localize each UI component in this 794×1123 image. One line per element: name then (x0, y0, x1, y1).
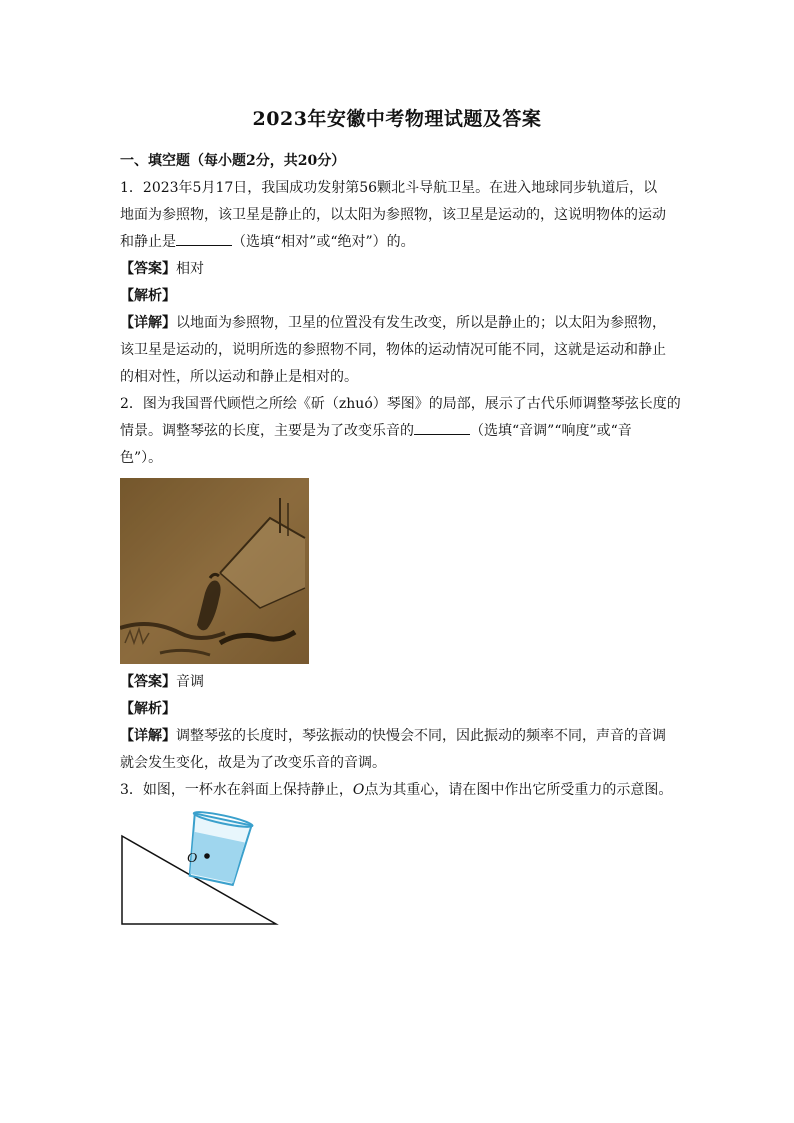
q1-line: 1．2023年5月17日，我国成功发射第56颗北斗导航卫星。在进入地球同步轨道后，以 (120, 180, 658, 196)
q1-line-text: 和静止是 (120, 234, 176, 250)
point-o-label: O (352, 782, 365, 798)
diagram-o-label: O (187, 851, 198, 866)
guqin-painting-image (120, 478, 309, 664)
answer-text: 相对 (176, 261, 204, 277)
answer-tag: 【答案】 (120, 261, 176, 277)
q2-detail (120, 726, 666, 746)
q1-line-text: （选填“相对”或“绝对”）的。 (232, 234, 415, 250)
water-cup-icon (181, 809, 253, 886)
detail-tag: 【详解】 (120, 315, 176, 331)
q3-line-text: 3．如图，一杯水在斜面上保持静止， (120, 782, 353, 798)
q2-line: 2．图为我国晋代顾恺之所绘《斫（zhuó）琴图》的局部，展示了古代乐师调整琴弦长度的 (120, 396, 681, 412)
center-of-gravity-dot (204, 853, 210, 859)
q3-line-text: 点为其重心，请在图中作出它所受重力的示意图。 (364, 782, 673, 798)
q2-detail: 就会发生变化，故是为了改变乐音的音调。 (120, 755, 386, 771)
q2-line: 色”）。 (120, 450, 163, 466)
section-heading: 一、填空题（每小题2分，共20分） (120, 153, 346, 169)
answer-tag: 【答案】 (120, 674, 176, 690)
q1-detail (120, 313, 666, 333)
q1-detail: 的相对性，所以运动和静止是相对的。 (120, 369, 358, 385)
q1-line (120, 232, 415, 252)
incline-cup-diagram (118, 808, 283, 930)
q1-detail: 该卫星是运动的，说明所选的参照物不同，物体的运动情况可能不同，这就是运动和静止 (120, 342, 666, 358)
analysis-tag: 【解析】 (120, 701, 176, 717)
analysis-tag: 【解析】 (120, 288, 176, 304)
q1-answer (120, 259, 204, 279)
q3-line (120, 780, 672, 800)
page-title: 2023年安徽中考物理试题及答案 (252, 108, 542, 130)
detail-text: 调整琴弦的长度时，琴弦振动的快慢会不同，因此振动的频率不同，声音的音调 (176, 728, 666, 744)
q2-line-text: （选填“音调”“响度”或“音 (470, 423, 632, 439)
q2-line (120, 421, 632, 441)
q2-line-text: 情景。调整琴弦的长度，主要是为了改变乐音的 (120, 423, 414, 439)
answer-text: 音调 (176, 674, 204, 690)
answer-blank (176, 232, 232, 246)
detail-tag: 【详解】 (120, 728, 176, 744)
q2-answer (120, 672, 204, 692)
q1-line: 地面为参照物，该卫星是静止的，以太阳为参照物，该卫星是运动的，这说明物体的运动 (120, 207, 666, 223)
answer-blank (414, 421, 470, 435)
detail-text: 以地面为参照物，卫星的位置没有发生改变，所以是静止的；以太阳为参照物， (176, 315, 666, 331)
